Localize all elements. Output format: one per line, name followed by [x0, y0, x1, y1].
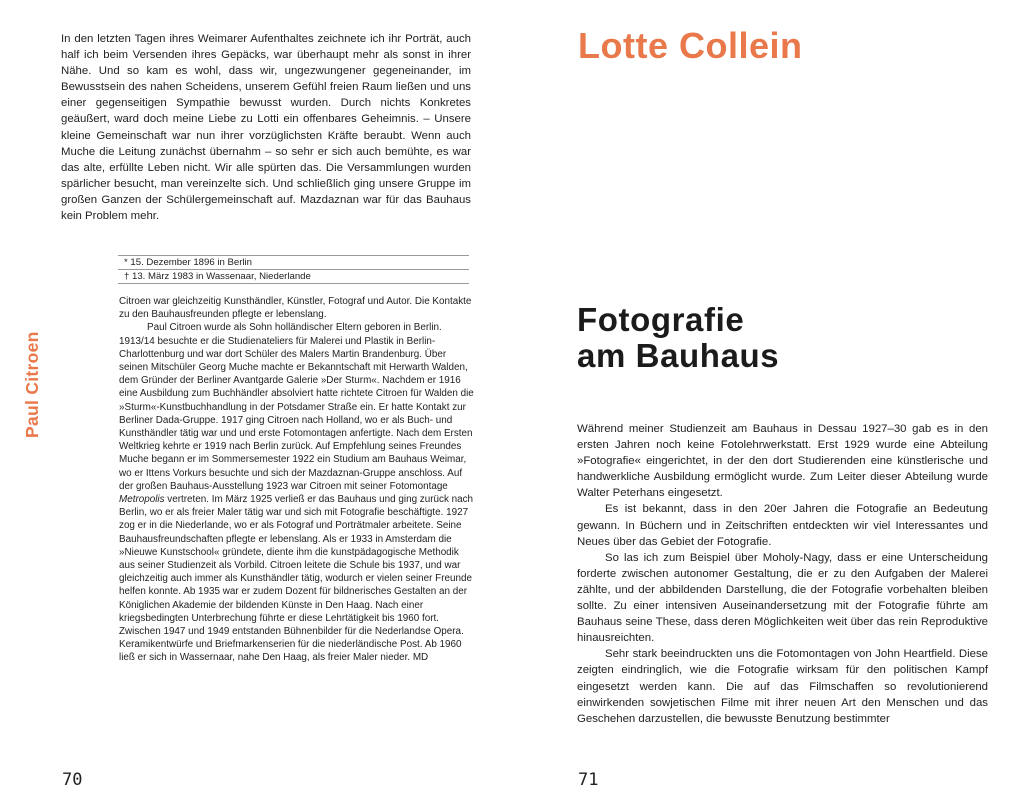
chapter-title-line-1: Fotografie — [577, 301, 745, 338]
bio-body — [119, 321, 475, 664]
author-name-title: Lotte Collein — [578, 25, 803, 66]
artwork-title: Metropolis — [119, 494, 165, 506]
life-dates-table — [118, 255, 469, 284]
section-side-title: Paul Citroen — [22, 331, 42, 438]
essay-text — [577, 421, 988, 727]
bio-text-part1: Paul Citroen wurde als Sohn holländischer Eltern geboren in Berlin. 1913/14 besuchte er die Studienateliers für Malerei und Plastik in Berlin-Charlottenburg und war dort Schüler des Malers Martin Brandenburg. Über seinen Mitschüler Georg Muche machte er Bekanntschaft mit Herwarth Walden, dem Gründer der Berliner Avantgarde Galerie »Der Sturm«. Nachdem er 1916 eine Ausbildung zum Buchhändler absolviert hatte richtete Citroen für Walden die »Sturm«-Kunstbuchhandlung in der Potsdamer Straße ein. Er hatte Kontakt zur Berliner Dada-Gruppe. 1917 ging Citroen nach Holland, wo er als Buch- und Kunsthändler tätig war und und erste Fotomontagen anfertigte. Nach dem Ersten Weltkrieg kehrte er 1919 nach Berlin zurück. Auf Empfehlung seines Freundes Muche begann er im Sommersemester 1922 ein Studium am Bauhaus Weimar, wo er Ittens Vorkurs besuchte und sich der Mazdaznan-Gruppe anschloss. Auf der großen Bauhaus-Ausstellung 1923 war Citroen mit seiner Fotomontage — [119, 322, 474, 492]
memoir-paragraph: In den letzten Tagen ihres Weimarer Aufenthaltes zeichnete ich ihr Porträt, auch half ich beim Versenden ihres Gepäcks, war überhaupt mehr als sonst in ihrer Nähe. Und so kam es wohl, dass wir, ungezwungener gegeneinander, im Bewusstsein des nahen Scheidens, unserem Gefühl freien Raum ließen und uns einer gegenseitigen Sympathie bewusst wurden. Durch nichts Konkretes geäußert, ward doch meine Liebe zu Lotti ein offenbares Geheimnis. – Unsere kleine Gemeinschaft war nun ihrer vorzüglichsten Kräfte beraubt. Wenn auch Muche die Leitung zunächst übernahm – so sehr er sich auch bemühte, es war das alte, erfüllte Leben nicht. Wir alle spürten das. Die Versammlungen wurden spärlicher besucht, man vereinzelte sich. Und schließlich ging unsere Gruppe im großen Ganzen der Schülergemeinschaft auf. Mazdaznan war für das Bauhaus kein Problem mehr. — [61, 33, 471, 223]
page-number-left: 70 — [62, 770, 83, 790]
page-number-right: 71 — [578, 770, 599, 790]
essay-paragraph-2: Es ist bekannt, dass in den 20er Jahren die Fotografie an Bedeutung gewann. In Büchern und in Zeitschriften entdeckten wir viel Interessantes und Neues über das Gebiet der Fotografie. — [577, 503, 988, 548]
biography — [119, 295, 475, 665]
essay-paragraph-4: Sehr stark beeindruckten uns die Fotomontagen von John Heartfield. Diese zeigten eindringlich, wie die Fotografie wirksam für den politischen Kampf eingesetzt werden kann. Die auf das Filmschaffen so revolutionierend einwirkenden sowjetischen Filme mit ihrer neuen Art den Menschen und das Geschehen darzustellen, die bewusste Benutzung bestimmter — [577, 648, 988, 725]
memoir-excerpt — [61, 31, 471, 224]
chapter-title-line-2: am Bauhaus — [577, 337, 780, 374]
essay-paragraph-3: So las ich zum Beispiel über Moholy-Nagy, dass er eine Unterscheidung forderte zwischen autonomer Gestaltung, die er zu den Aufgaben der Malerei zählte, und der abbildenden Darstellung, die der Fotografie vorbehalten bleiben sollte. Zu einer intensiven Auseinandersetzung mit der Fotografie führte am Bauhaus seine These, dass deren Möglichkeiten weit über das rein Reproduktive hinausreichten. — [577, 551, 988, 645]
bio-intro: Citroen war gleichzeitig Kunsthändler, Künstler, Fotograf und Autor. Die Kontakte zu den Bauhausfreunden pflegte er lebenslang. — [119, 296, 472, 321]
right-page — [510, 0, 1020, 812]
birth-date: * 15. Dezember 1896 in Berlin — [118, 255, 469, 269]
bio-text-part2: vertreten. Im März 1925 verließ er das Bauhaus und ging zurück nach Berlin, wo er als freier Maler tätig war und sich mit Fotografie beschäftigte. 1927 zog er in die Niederlande, wo er als Fotograf und Porträtmaler arbeitete. Seine Bauhausfreundschaften pflegte er lebenslang. Als er 1933 in Amsterdam die »Nieuwe Kunstschool« gründete, diente ihm die kunstpädagogische Methodik aus seiner Studienzeit als Vorbild. Citroen leitete die Schule bis 1937, und war gleichzeitig auch immer als Kunsthändler tätig, wodurch er vielen seiner Freunde helfen konnte. Ab 1935 war er zudem Dozent für bildnerisches Gestalten an der Königlichen Akademie der bildenden Künste in Den Haag. Nach einer kriegsbedingten Unterbrechung führte er diese Lehrtätigkeit bis 1960 fort. Zwischen 1947 und 1949 entstanden Bühnenbilder für die Nederlandse Opera. Keramikentwürfe und Briefmarkenserien für die niederländische Post. Ab 1960 ließ er sich in Wassernaar, nahe Den Haag, als freier Maler nieder. MD — [119, 494, 474, 664]
essay-paragraph-1: Während meiner Studienzeit am Bauhaus in Dessau 1927–30 gab es in den ersten Jahren noch keine Fotolehrwerkstatt. Erst 1929 wurde eine Abteilung »Fotografie« eingerichtet, in der den dort Studierenden eine künstlerische und handwerkliche Ausbildung ermöglicht wurde. Zum Leiter dieser Abteilung wurde Walter Peterhans eingesetzt. — [577, 423, 988, 500]
chapter-title — [577, 302, 779, 374]
death-date: † 13. März 1983 in Wassenaar, Niederlande — [118, 269, 469, 284]
